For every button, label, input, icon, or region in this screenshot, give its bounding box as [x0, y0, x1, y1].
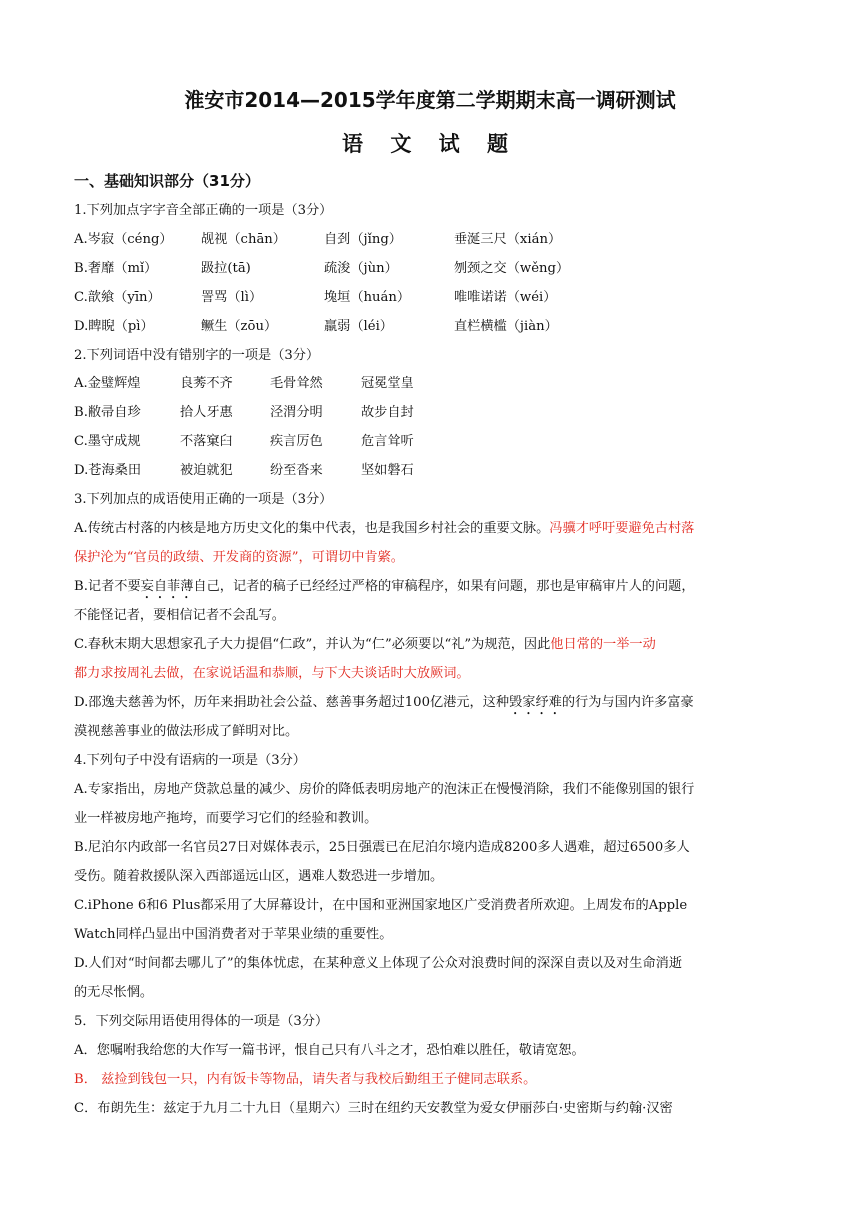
- q4-stem: 4.下列句子中没有语病的一项是（3分）: [74, 753, 306, 768]
- q2-c-item4: 危言耸听: [361, 434, 414, 449]
- q3-b-pre: B.记者不要: [74, 579, 141, 594]
- q2-a-item1: A.金璧辉煌: [74, 376, 141, 391]
- q1-b-item1: B.奢靡（mǐ）: [74, 261, 158, 276]
- q2-c-item1: C.墨守成规: [74, 434, 141, 449]
- q2-c-item3: 疾言厉色: [270, 434, 323, 449]
- q3-b-post: 自己，记者的稿子已经经过严格的审稿程序，如果有问题，那也是审稿审片人的问题，: [193, 579, 695, 594]
- q1-c-item3: 堍垣（huán）: [324, 290, 411, 305]
- exam-title: 淮安市2014—2015学年度第二学期期末高一调研测试: [184, 88, 676, 112]
- q3-option-d-line1: [74, 693, 790, 718]
- q4-line: Watch同样凸显出中国消费者对于苹果业绩的重要性。: [74, 927, 393, 942]
- q1-d-item3: 羸弱（léi）: [324, 319, 393, 334]
- q3-option-b-line2: 不能怪记者，要相信记者不会乱写。: [74, 608, 285, 623]
- q1-d-item1: D.睥睨（pì）: [74, 319, 154, 334]
- q2-d-item3: 纷至沓来: [270, 463, 323, 478]
- exam-subtitle: 语 文 试 题: [342, 132, 518, 156]
- q3-option-c-line2: 都力求按周礼去做，在家说话温和恭顺，与下大夫谈话时大放厥词。: [74, 666, 470, 681]
- q2-b-item1: B.敝帚自珍: [74, 405, 141, 420]
- q1-a-item3: 自刭（jǐng）: [324, 232, 402, 247]
- q3-a-red-text: 冯骥才呼吁要避免古村落: [549, 521, 695, 536]
- q5-option-b: B． 兹捡到钱包一只，内有饭卡等物品，请失者与我校后勤组王子健同志联系。: [74, 1072, 537, 1087]
- q2-d-item2: 被迫就犯: [180, 463, 233, 478]
- q2-a-item2: 良莠不齐: [180, 376, 233, 391]
- q1-stem: 1.下列加点字字音全部正确的一项是（3分）: [74, 203, 333, 218]
- q1-a-item2: 觇视（chān）: [201, 232, 286, 247]
- q3-d-pre: D.邵逸夫慈善为怀，历年来捐助社会公益、慈善事务超过100亿港元，这种: [74, 695, 510, 710]
- q2-b-item4: 故步自封: [361, 405, 414, 420]
- q3-a-text: A.传统古村落的内核是地方历史文化的集中代表，也是我国乡村社会的重要文脉。: [74, 521, 550, 536]
- q3-option-a-line1: [74, 519, 790, 539]
- q4-line: 业一样被房地产拖垮，而要学习它们的经验和教训。: [74, 811, 378, 826]
- q2-c-item2: 不落窠臼: [180, 434, 233, 449]
- q3-c-text: C.春秋末期大思想家孔子大力提倡“仁政”，并认为“仁”必须要以“礼”为规范，因此: [74, 637, 551, 652]
- q1-c-item2: 詈骂（lì）: [201, 290, 263, 305]
- q4-line: 受伤。随着救援队深入西部遥远山区，遇难人数恐进一步增加。: [74, 869, 444, 884]
- q2-d-item1: D.苍海桑田: [74, 463, 142, 478]
- q1-c-item1: C.歆飨（yīn）: [74, 290, 161, 305]
- q5-option-a: A．您嘱咐我给您的大作写一篇书评，恨自己只有八斗之才，恐怕难以胜任，敬请宽恕。: [74, 1043, 585, 1058]
- q3-option-d-line2: 漠视慈善事业的做法形成了鲜明对比。: [74, 724, 299, 739]
- section-heading: 一、基础知识部分（31分）: [74, 172, 260, 190]
- q4-line: 的无尽怅惘。: [74, 985, 154, 1000]
- q5-stem: 5．下列交际用语使用得体的一项是（3分）: [74, 1014, 329, 1029]
- q3-stem: 3.下列加点的成语使用正确的一项是（3分）: [74, 492, 333, 507]
- q4-line: C.iPhone 6和6 Plus都采用了大屏幕设计，在中国和亚洲国家地区广受消费者所欢迎。上周发布的Apple: [74, 898, 688, 913]
- q4-line: D.人们对“时间都去哪儿了”的集体忧虑，在某种意义上体现了公众对浪费时间的深深自责以及对生命消逝: [74, 956, 683, 971]
- q1-b-item2: 趿拉(tā): [201, 261, 251, 276]
- q3-option-b-line1: [74, 577, 790, 602]
- q2-b-item2: 拾人牙惠: [180, 405, 233, 420]
- q3-option-c-line1: [74, 635, 790, 655]
- q5-option-c: C．布朗先生：兹定于九月二十九日（星期六）三时在纽约天安教堂为爱女伊丽莎白·史密斯与约翰·汉密: [74, 1101, 673, 1116]
- q1-b-item4: 刎颈之交（wěng）: [454, 261, 570, 276]
- q2-stem: 2.下列词语中没有错别字的一项是（3分）: [74, 348, 320, 363]
- q3-d-post: 的行为与国内许多富豪: [561, 695, 694, 710]
- q4-line: A.专家指出，房地产贷款总量的减少、房价的降低表明房地产的泡沫正在慢慢消除，我们不能像别国的银行: [74, 782, 695, 797]
- q3-b-dotted-idiom: 妄自菲薄: [140, 579, 194, 594]
- q2-d-item4: 坚如磐石: [361, 463, 414, 478]
- q1-c-item4: 唯唯诺诺（wéi）: [454, 290, 557, 305]
- q2-a-item3: 毛骨耸然: [270, 376, 323, 391]
- q1-d-item4: 直栏横槛（jiàn）: [454, 319, 558, 334]
- q3-c-red-text: 他日常的一举一动: [550, 637, 656, 652]
- q1-a-item1: A.岑寂（céng）: [74, 232, 173, 247]
- q3-option-a-line2: 保护沦为“官员的政绩、开发商的资源”，可谓切中肯綮。: [74, 550, 404, 565]
- q2-b-item3: 泾渭分明: [270, 405, 323, 420]
- q1-d-item2: 鳜生（zōu）: [201, 319, 278, 334]
- q4-line: B.尼泊尔内政部一名官员27日对媒体表示，25日强震已在尼泊尔境内造成8200多人遇难，超过6500多人: [74, 840, 690, 855]
- q1-a-item4: 垂涎三尺（xián）: [454, 232, 562, 247]
- q1-b-item3: 疏浚（jùn）: [324, 261, 398, 276]
- q3-d-dotted-idiom: 毁家纾难: [509, 695, 562, 710]
- q2-a-item4: 冠冕堂皇: [361, 376, 414, 391]
